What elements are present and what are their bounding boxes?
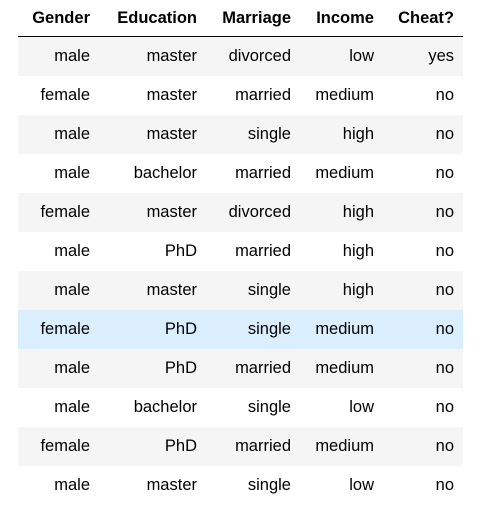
cell-education: PhD [99,349,206,388]
cell-gender: female [18,310,99,349]
cell-gender: female [18,427,99,466]
cell-marriage: married [206,427,300,466]
cell-education: master [99,37,206,77]
data-table [18,0,463,505]
cell-income: low [300,37,383,77]
cell-education: master [99,115,206,154]
cell-income: medium [300,310,383,349]
table-row[interactable] [18,76,463,115]
cell-gender: female [18,76,99,115]
table-row[interactable] [18,427,463,466]
cell-gender: female [18,193,99,232]
cell-gender: male [18,388,99,427]
cell-cheat: no [383,310,463,349]
cell-income: high [300,193,383,232]
column-header-gender: Gender [18,0,99,37]
table-row[interactable] [18,349,463,388]
cell-education: master [99,76,206,115]
cell-education: master [99,271,206,310]
cell-education: PhD [99,427,206,466]
cell-income: medium [300,154,383,193]
cell-marriage: married [206,76,300,115]
column-header-income: Income [300,0,383,37]
cell-gender: male [18,271,99,310]
cell-gender: male [18,232,99,271]
cell-marriage: single [206,388,300,427]
header-row [18,0,463,37]
column-header-marriage: Marriage [206,0,300,37]
cell-income: low [300,466,383,505]
cell-cheat: no [383,115,463,154]
cell-cheat: no [383,271,463,310]
cell-income: low [300,388,383,427]
table-row[interactable] [18,388,463,427]
cell-marriage: married [206,154,300,193]
cell-cheat: no [383,466,463,505]
table-row[interactable] [18,37,463,77]
table-row[interactable] [18,232,463,271]
cell-marriage: married [206,232,300,271]
cell-marriage: single [206,115,300,154]
table-row[interactable] [18,154,463,193]
cell-marriage: divorced [206,37,300,77]
cell-marriage: single [206,271,300,310]
cell-gender: male [18,115,99,154]
cell-gender: male [18,154,99,193]
cell-gender: male [18,466,99,505]
table-row[interactable] [18,466,463,505]
cell-gender: male [18,349,99,388]
cell-income: high [300,115,383,154]
cell-cheat: no [383,76,463,115]
table-body [18,37,463,506]
column-header-education: Education [99,0,206,37]
cell-income: medium [300,427,383,466]
cell-marriage: divorced [206,193,300,232]
cell-education: bachelor [99,388,206,427]
table-row[interactable] [18,115,463,154]
cell-income: high [300,271,383,310]
cell-education: PhD [99,232,206,271]
cell-gender: male [18,37,99,77]
cell-education: bachelor [99,154,206,193]
column-header-cheat: Cheat? [383,0,463,37]
cell-marriage: single [206,466,300,505]
table-row[interactable] [18,271,463,310]
cell-cheat: no [383,193,463,232]
cell-cheat: no [383,427,463,466]
cell-education: PhD [99,310,206,349]
cell-income: medium [300,76,383,115]
table-row[interactable] [18,193,463,232]
cell-income: medium [300,349,383,388]
cell-education: master [99,193,206,232]
cell-cheat: no [383,154,463,193]
cell-cheat: yes [383,37,463,77]
table-row-highlighted[interactable] [18,310,463,349]
cell-cheat: no [383,388,463,427]
cell-income: high [300,232,383,271]
cell-cheat: no [383,349,463,388]
cell-marriage: single [206,310,300,349]
cell-education: master [99,466,206,505]
data-table-container [18,0,463,505]
cell-cheat: no [383,232,463,271]
cell-marriage: married [206,349,300,388]
table-header [18,0,463,37]
